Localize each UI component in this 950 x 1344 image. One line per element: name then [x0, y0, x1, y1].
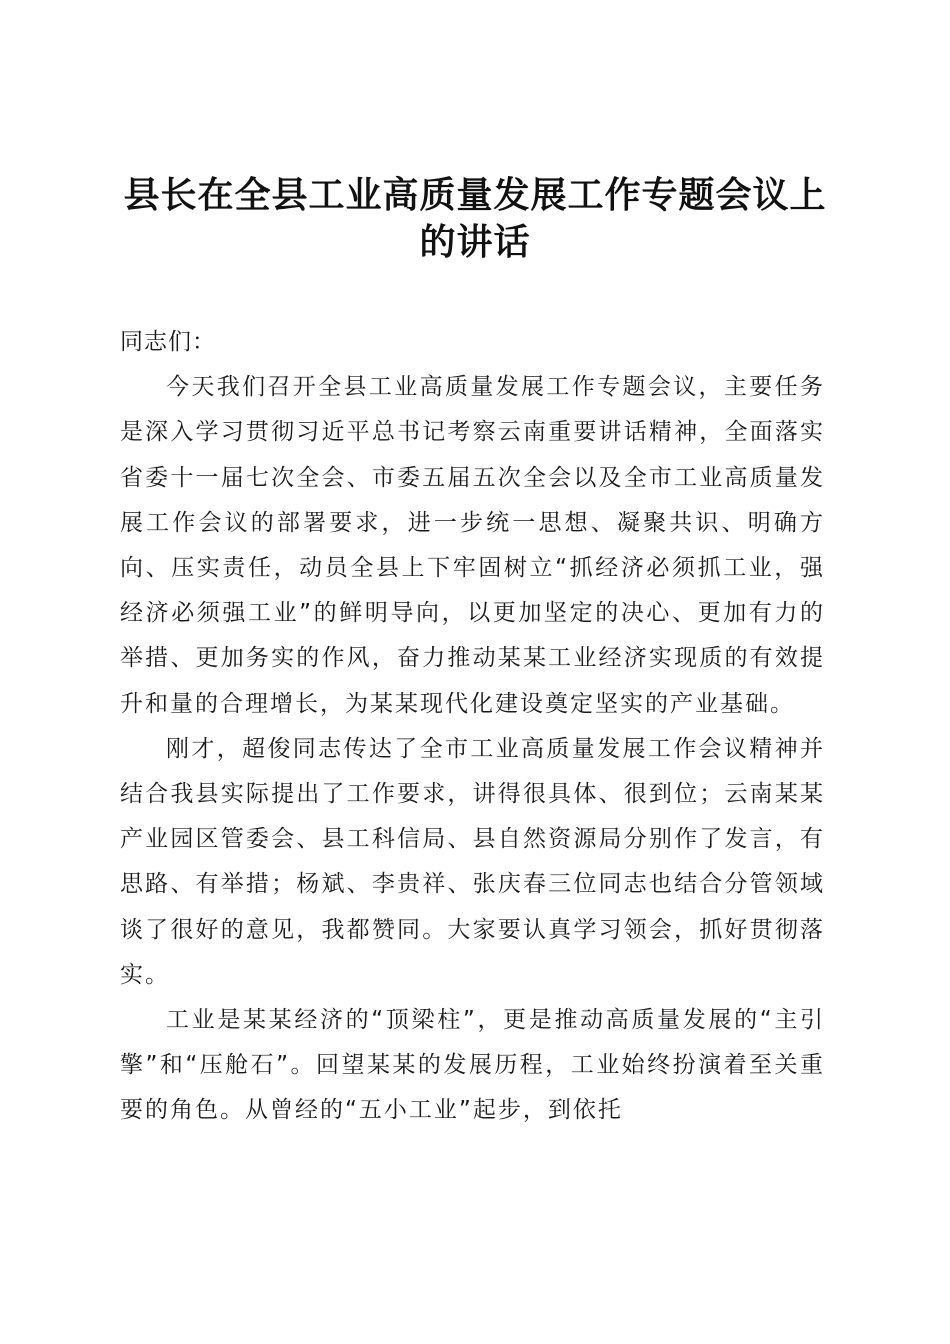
document-title: 县长在全县工业高质量发展工作专题会议上的讲话: [123, 174, 827, 263]
paragraph-3: 工业是某某经济的“顶梁柱”，更是推动高质量发展的“主引擎”和“压舱石”。回望某某的发展历程，工业始终扮演着至关重要的角色。从曾经的“五小工业”起步，到依托: [120, 1007, 825, 1124]
paragraph-2: 刚才，超俊同志传达了全市工业高质量发展工作会议精神并结合我县实际提出了工作要求，讲得很具体、很到位；云南某某产业园区管委会、县工科信局、县自然资源局分别作了发言，有思路、有举措；杨斌、李贵祥、张庆春三位同志也结合分管领域谈了很好的意见，我都赞同。大家要认真学习领会，抓好贯彻落实。: [120, 735, 825, 988]
paragraph-1: 今天我们召开全县工业高质量发展工作专题会议，主要任务是深入学习贯彻习近平总书记考察云南重要讲话精神，全面落实省委十一届七次全会、市委五届五次全会以及全市工业高质量发展工作会议的部署要求，进一步统一思想、凝聚共识、明确方向、压实责任，动员全县上下牢固树立“抓经济必须抓工业，强经济必须强工业”的鲜明导向，以更加坚定的决心、更加有力的举措、更加务实的作风，奋力推动某某工业经济实现质的有效提升和量的合理增长，为某某现代化建设奠定坚实的产业基础。: [120, 374, 825, 717]
document-body: [120, 320, 825, 1134]
salutation: 同志们：: [120, 329, 216, 355]
